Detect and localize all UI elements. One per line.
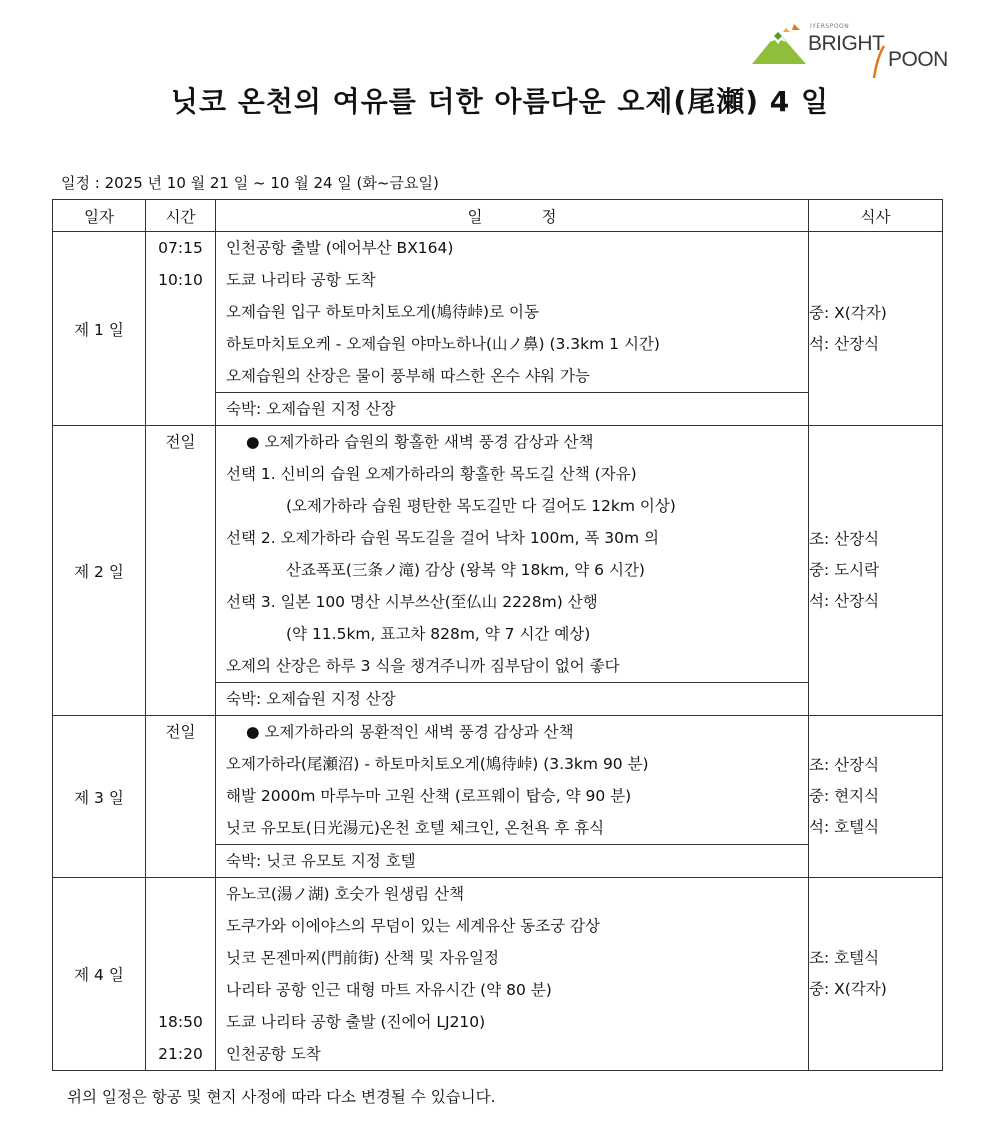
time-value: 전일: [165, 433, 196, 451]
header-time: 시간: [146, 200, 216, 232]
time-value: 07:15: [158, 239, 203, 257]
schedule-item: 해발 2000m 마루누마 고원 산책 (로프웨이 탑승, 약 90 분): [226, 787, 632, 805]
meal-cell: [809, 426, 943, 716]
table-header-row: [53, 200, 943, 232]
meal-item: 석: 호텔식: [809, 818, 880, 836]
time-cell: [146, 716, 216, 878]
logo-text-poon: POON: [888, 48, 948, 71]
meal-item: 조: 산장식: [809, 530, 880, 548]
time-value: [146, 910, 215, 942]
day-label: 제 3 일: [53, 716, 146, 878]
schedule-item: 나리타 공항 인근 대형 마트 자유시간 (약 80 분): [226, 981, 552, 999]
meal-item: 중: 현지식: [809, 787, 880, 805]
meal-cell: [809, 878, 943, 1071]
schedule-cell: [216, 716, 809, 878]
schedule-item: 선택 2. 오제가하라 습원 목도길을 걸어 낙차 100m, 폭 30m 의: [226, 529, 659, 547]
schedule-item: 도쿠가와 이에야스의 무덤이 있는 세계유산 동조궁 감상: [226, 917, 600, 935]
time-value: 21:20: [158, 1045, 203, 1063]
time-value: 18:50: [158, 1013, 203, 1031]
schedule-item: 오제습원의 산장은 물이 풍부해 따스한 온수 샤워 가능: [226, 367, 590, 385]
schedule-item: 산죠폭포(三条ノ滝) 감상 (왕복 약 18km, 약 6 시간): [286, 561, 645, 579]
time-value: 전일: [165, 723, 196, 741]
accommodation: 숙박: 오제습원 지정 산장: [216, 392, 808, 425]
schedule-item: 유노코(湯ノ湖) 호숫가 원생림 산책: [226, 885, 465, 903]
schedule-item: 닛코 몬젠마찌(門前街) 산책 및 자유일정: [226, 949, 499, 967]
schedule-item: 하토마치토오케 - 오제습원 야마노하나(山ノ鼻) (3.3km 1 시간): [226, 335, 660, 353]
logo-small-text: IYERSPOON: [810, 23, 850, 30]
schedule-item: 인천공항 도착: [226, 1045, 321, 1063]
day-row: [53, 878, 943, 1071]
schedule-item: 오제습원 입구 하토마치토오게(鳩待峠)로 이동: [226, 303, 539, 321]
schedule-item: (약 11.5km, 표고차 828m, 약 7 시간 예상): [286, 625, 591, 643]
time-value: [146, 974, 215, 1006]
schedule-cell: [216, 232, 809, 426]
spoon-icon: [870, 44, 890, 80]
schedule-item: 오제의 산장은 하루 3 식을 챙겨주니까 짐부담이 없어 좋다: [226, 657, 620, 675]
header-day: 일자: [53, 200, 146, 232]
day-row: [53, 232, 943, 426]
meal-item: 석: 산장식: [809, 592, 880, 610]
meal-item: 조: 산장식: [809, 756, 880, 774]
footer-note: 위의 일정은 항공 및 현지 사정에 따라 다소 변경될 수 있습니다.: [67, 1088, 496, 1106]
time-value: [146, 878, 215, 910]
day-row: [53, 716, 943, 878]
schedule-cell: [216, 426, 809, 716]
meal-item: 중: 도시락: [809, 561, 880, 579]
day-row: [53, 426, 943, 716]
time-value: 10:10: [158, 271, 203, 289]
accommodation: 숙박: 오제습원 지정 산장: [216, 682, 808, 715]
schedule-item: 인천공항 출발 (에어부산 BX164): [226, 239, 454, 257]
schedule-item: 도쿄 나리타 공항 출발 (진에어 LJ210): [226, 1013, 486, 1031]
schedule-item: 닛코 유모토(日光湯元)온천 호텔 체크인, 온천욕 후 휴식: [226, 819, 605, 837]
day-label: 제 4 일: [53, 878, 146, 1071]
brightspoon-logo: [748, 18, 948, 78]
time-value: [146, 942, 215, 974]
meal-item: 중: X(각자): [809, 980, 887, 998]
meal-item: 석: 산장식: [809, 334, 880, 353]
schedule-cell: [216, 878, 809, 1071]
accommodation: 숙박: 닛코 유모토 지정 호텔: [216, 844, 808, 877]
logo-text-bright: BRIGHT: [808, 32, 885, 55]
meal-cell: [809, 716, 943, 878]
time-cell: [146, 878, 216, 1071]
day-label: 제 2 일: [53, 426, 146, 716]
time-cell: [146, 426, 216, 716]
schedule-item: 도쿄 나리타 공항 도착: [226, 271, 376, 289]
schedule-item: 오제가하라(尾瀬沼) - 하토마치토오게(鳩待峠) (3.3km 90 분): [226, 755, 649, 773]
schedule-item: 선택 1. 신비의 습원 오제가하라의 황홀한 목도길 산책 (자유): [226, 465, 637, 483]
page-title: 닛코 온천의 여유를 더한 아름다운 오제(尾瀬) 4 일: [170, 85, 830, 118]
time-cell: [146, 232, 216, 426]
schedule-item: 선택 3. 일본 100 명산 시부쓰산(至仏山 2228m) 산행: [226, 593, 598, 611]
meal-cell: [809, 232, 943, 426]
header-meal: 식사: [809, 200, 943, 232]
meal-item: 중: X(각자): [809, 303, 887, 322]
schedule-period: 일정 : 2025 년 10 월 21 일 ~ 10 월 24 일 (화~금요일): [61, 174, 439, 192]
header-schedule: 일 정: [216, 200, 809, 232]
schedule-bullet: ● 오제가하라 습원의 황홀한 새벽 풍경 감상과 산책: [246, 433, 594, 451]
meal-item: 조: 호텔식: [809, 949, 880, 967]
itinerary-table: [52, 199, 943, 1071]
schedule-bullet: ● 오제가하라의 몽환적인 새벽 풍경 감상과 산책: [246, 723, 574, 741]
day-label: 제 1 일: [53, 232, 146, 426]
schedule-item: (오제가하라 습원 평탄한 목도길만 다 걸어도 12km 이상): [286, 497, 676, 515]
